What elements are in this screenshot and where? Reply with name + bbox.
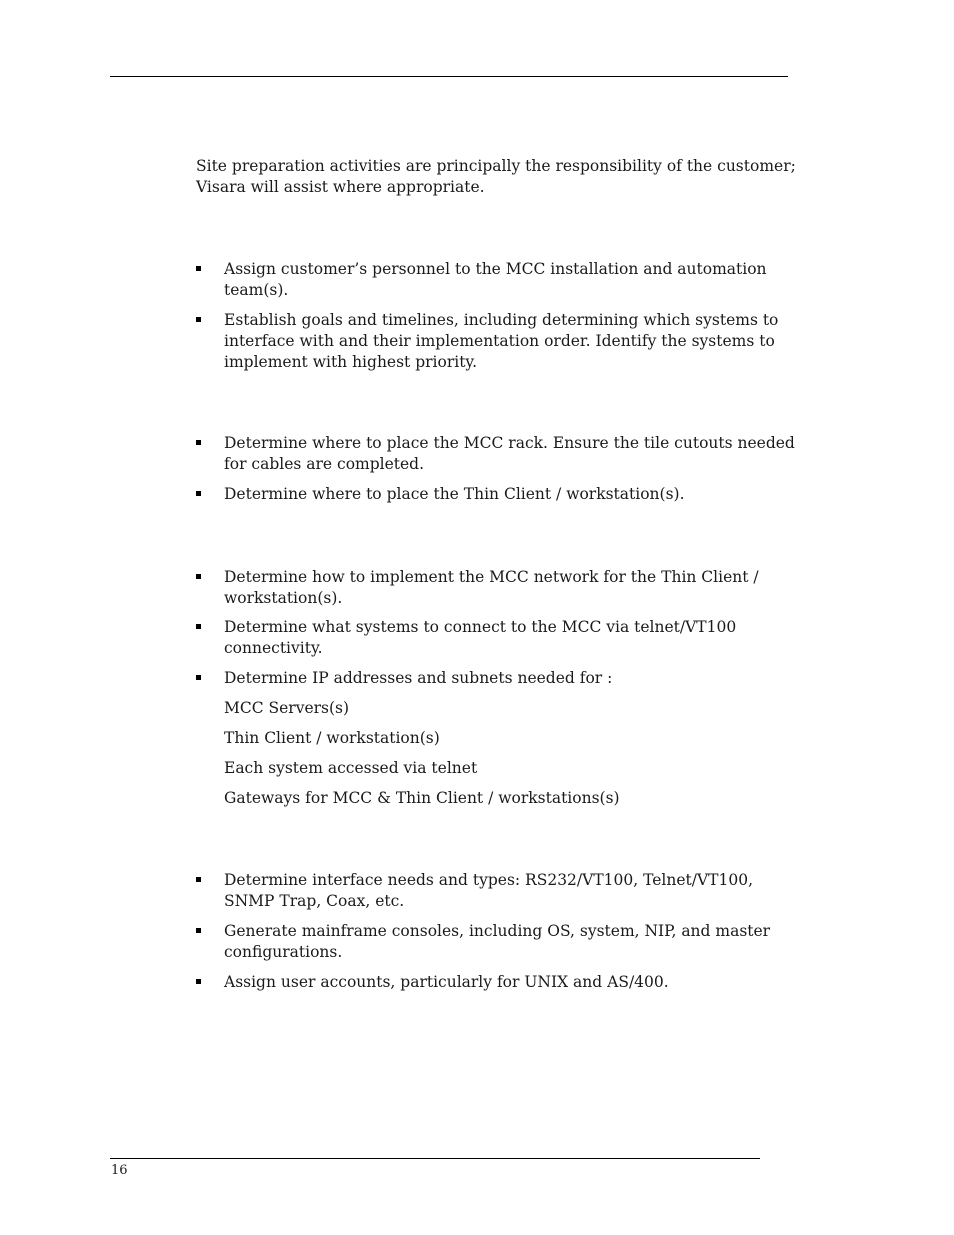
bullet-icon	[196, 624, 201, 629]
footer-rule	[110, 1158, 760, 1159]
bullet-icon	[196, 440, 201, 445]
sub-list-item: Thin Client / workstation(s)	[224, 729, 440, 747]
list-item-text: Determine what systems to connect to the MCC via telnet/VT100 connectivity.	[224, 618, 737, 657]
list-item-text: Determine where to place the MCC rack. Ensure the tile cutouts needed for cables are completed.	[224, 434, 795, 473]
bullet-icon	[196, 317, 201, 322]
list-item-text: Determine where to place the Thin Client / workstation(s).	[224, 485, 685, 503]
sub-list-item: MCC Servers(s)	[224, 699, 350, 717]
list-item-text: Determine interface needs and types: RS232/VT100, Telnet/VT100, SNMP Trap, Coax, etc.	[224, 871, 754, 910]
list-item-text: Generate mainframe consoles, including OS, system, NIP, and master configurations.	[224, 922, 771, 961]
bullet-icon	[196, 928, 201, 933]
header-rule	[110, 76, 788, 77]
bullet-icon	[196, 979, 201, 984]
bullet-icon	[196, 675, 201, 680]
intro-paragraph: Site preparation activities are principally the responsibility of the customer; Visara will assist where appropriate.	[196, 157, 796, 196]
bullet-icon	[196, 491, 201, 496]
sub-list-item: Each system accessed via telnet	[224, 759, 478, 777]
page-number: 16	[111, 1163, 128, 1178]
list-item-text: Determine IP addresses and subnets needed for :	[224, 669, 613, 687]
list-item-text: Determine how to implement the MCC network for the Thin Client / workstation(s).	[224, 568, 759, 607]
bullet-icon	[196, 574, 201, 579]
bullet-icon	[196, 266, 201, 271]
sub-list-item: Gateways for MCC & Thin Client / workstations(s)	[224, 789, 620, 807]
list-item-text: Establish goals and timelines, including determining which systems to interface with and their implementation order. Identify the systems to implement with highest priority.	[224, 311, 779, 371]
list-item-text: Assign user accounts, particularly for UNIX and AS/400.	[224, 973, 669, 991]
bullet-icon	[196, 877, 201, 882]
list-item-text: Assign customer’s personnel to the MCC installation and automation team(s).	[224, 260, 767, 299]
